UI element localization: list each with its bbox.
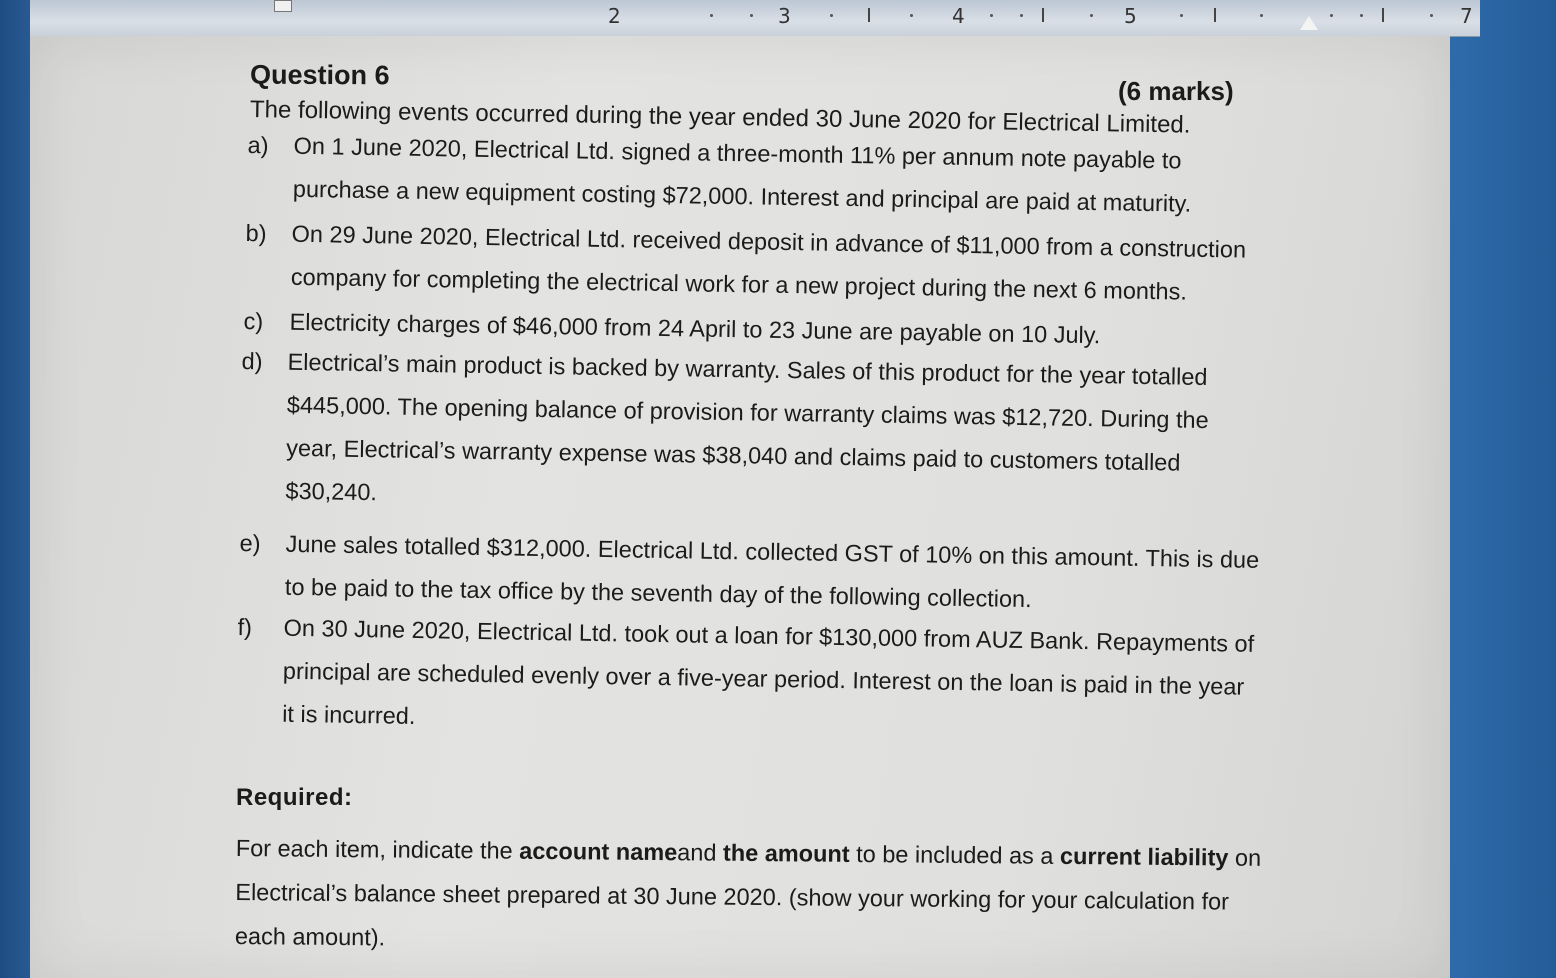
indent-marker-icon[interactable]: [1300, 16, 1318, 30]
ruler-tick: [1360, 14, 1363, 17]
ruler-bar: [1214, 8, 1216, 22]
ruler-tick: [910, 14, 913, 17]
ruler-number: 4: [952, 4, 965, 28]
item-line: company for completing the electrical work for a new project during the next 6 months.: [290, 263, 1188, 305]
item-line: principal are scheduled evenly over a five-year period. Interest on the loan is paid in the year: [282, 657, 1245, 700]
required-heading: Required:: [236, 784, 353, 811]
ruler-tick: [1430, 14, 1433, 17]
ruler-tick: [1330, 14, 1333, 17]
item-line: to be paid to the tax office by the seventh day of the following collection.: [284, 573, 1032, 613]
ruler-bar: [1042, 8, 1044, 22]
item-line: year, Electrical’s warranty expense was $38,040 and claims paid to customers totalled: [286, 434, 1181, 476]
ruler-tick: [1020, 14, 1023, 17]
ruler-number: 5: [1124, 4, 1137, 28]
item-line: June sales totalled $312,000. Electrical Ltd. collected GST of 10% on this amount. This is due: [285, 530, 1260, 573]
ruler-number: 7: [1460, 4, 1473, 28]
required-bold-span: the amount: [722, 839, 850, 867]
question-intro: The following events occurred during the year ended 30 June 2020 for Electrical Limited.: [249, 96, 1191, 139]
item-label: d): [241, 347, 263, 375]
document-content: [30, 36, 1450, 978]
item-text: [293, 125, 1193, 226]
required-text-span: to be included as a: [849, 840, 1061, 869]
ruler-number: 3: [778, 4, 791, 28]
ruler-margin-marker[interactable]: [274, 0, 292, 12]
ruler-tick: [1260, 14, 1263, 17]
item-label: c): [243, 307, 264, 335]
item-line: On 30 June 2020, Electrical Ltd. took out a loan for $130,000 from AUZ Bank. Repayments of: [283, 614, 1255, 657]
ruler-tick: [710, 14, 713, 17]
item-text: [285, 341, 1210, 528]
document-page[interactable]: [30, 36, 1450, 978]
required-text-span: on: [1228, 844, 1262, 871]
item-label: e): [239, 529, 261, 557]
ruler-bar: [1382, 8, 1384, 22]
ruler-tick: [1090, 14, 1093, 17]
question-marks: (6 marks): [1118, 76, 1234, 106]
required-text: [235, 826, 1262, 968]
question-title: Question 6: [249, 59, 390, 91]
item-label: b): [245, 219, 267, 247]
item-text: [291, 213, 1247, 315]
required-line: each amount).: [234, 922, 386, 951]
item-line: Electrical’s main product is backed by warranty. Sales of this product for the year totalled: [287, 348, 1208, 391]
item-line: it is incurred.: [282, 700, 416, 729]
item-label: f): [237, 613, 253, 641]
item-line: On 29 June 2020, Electrical Ltd. received deposit in advance of $11,000 from a construction: [291, 220, 1247, 263]
background-right: [1446, 0, 1556, 978]
ruler-number: 2: [608, 4, 621, 28]
ruler-tick: [1180, 14, 1183, 17]
item-line: $445,000. The opening balance of provision for warranty claims was $12,720. During the: [286, 391, 1209, 434]
ruler-tick: [750, 14, 753, 17]
item-label: a): [247, 131, 269, 159]
ruler-bar: [868, 8, 870, 22]
required-bold-span: account name: [519, 837, 678, 866]
required-bold-span: current liability: [1059, 842, 1229, 871]
item-line: purchase a new equipment costing $72,000. Interest and principal are paid at maturity.: [292, 175, 1192, 217]
required-text-span: and: [677, 839, 724, 866]
item-line: $30,240.: [285, 477, 378, 506]
ruler-tick: [830, 14, 833, 17]
item-line: On 1 June 2020, Electrical Ltd. signed a three-month 11% per annum note payable to: [293, 132, 1182, 174]
item-line: Electricity charges of $46,000 from 24 April to 23 June are payable on 10 July.: [289, 308, 1101, 349]
item-text: [282, 607, 1255, 752]
required-text-span: For each item, indicate the: [235, 834, 520, 864]
horizontal-ruler[interactable]: [30, 0, 1480, 37]
ruler-tick: [990, 14, 993, 17]
required-line: Electrical’s balance sheet prepared at 30 June 2020. (show your working for your calculation for: [235, 878, 1230, 915]
